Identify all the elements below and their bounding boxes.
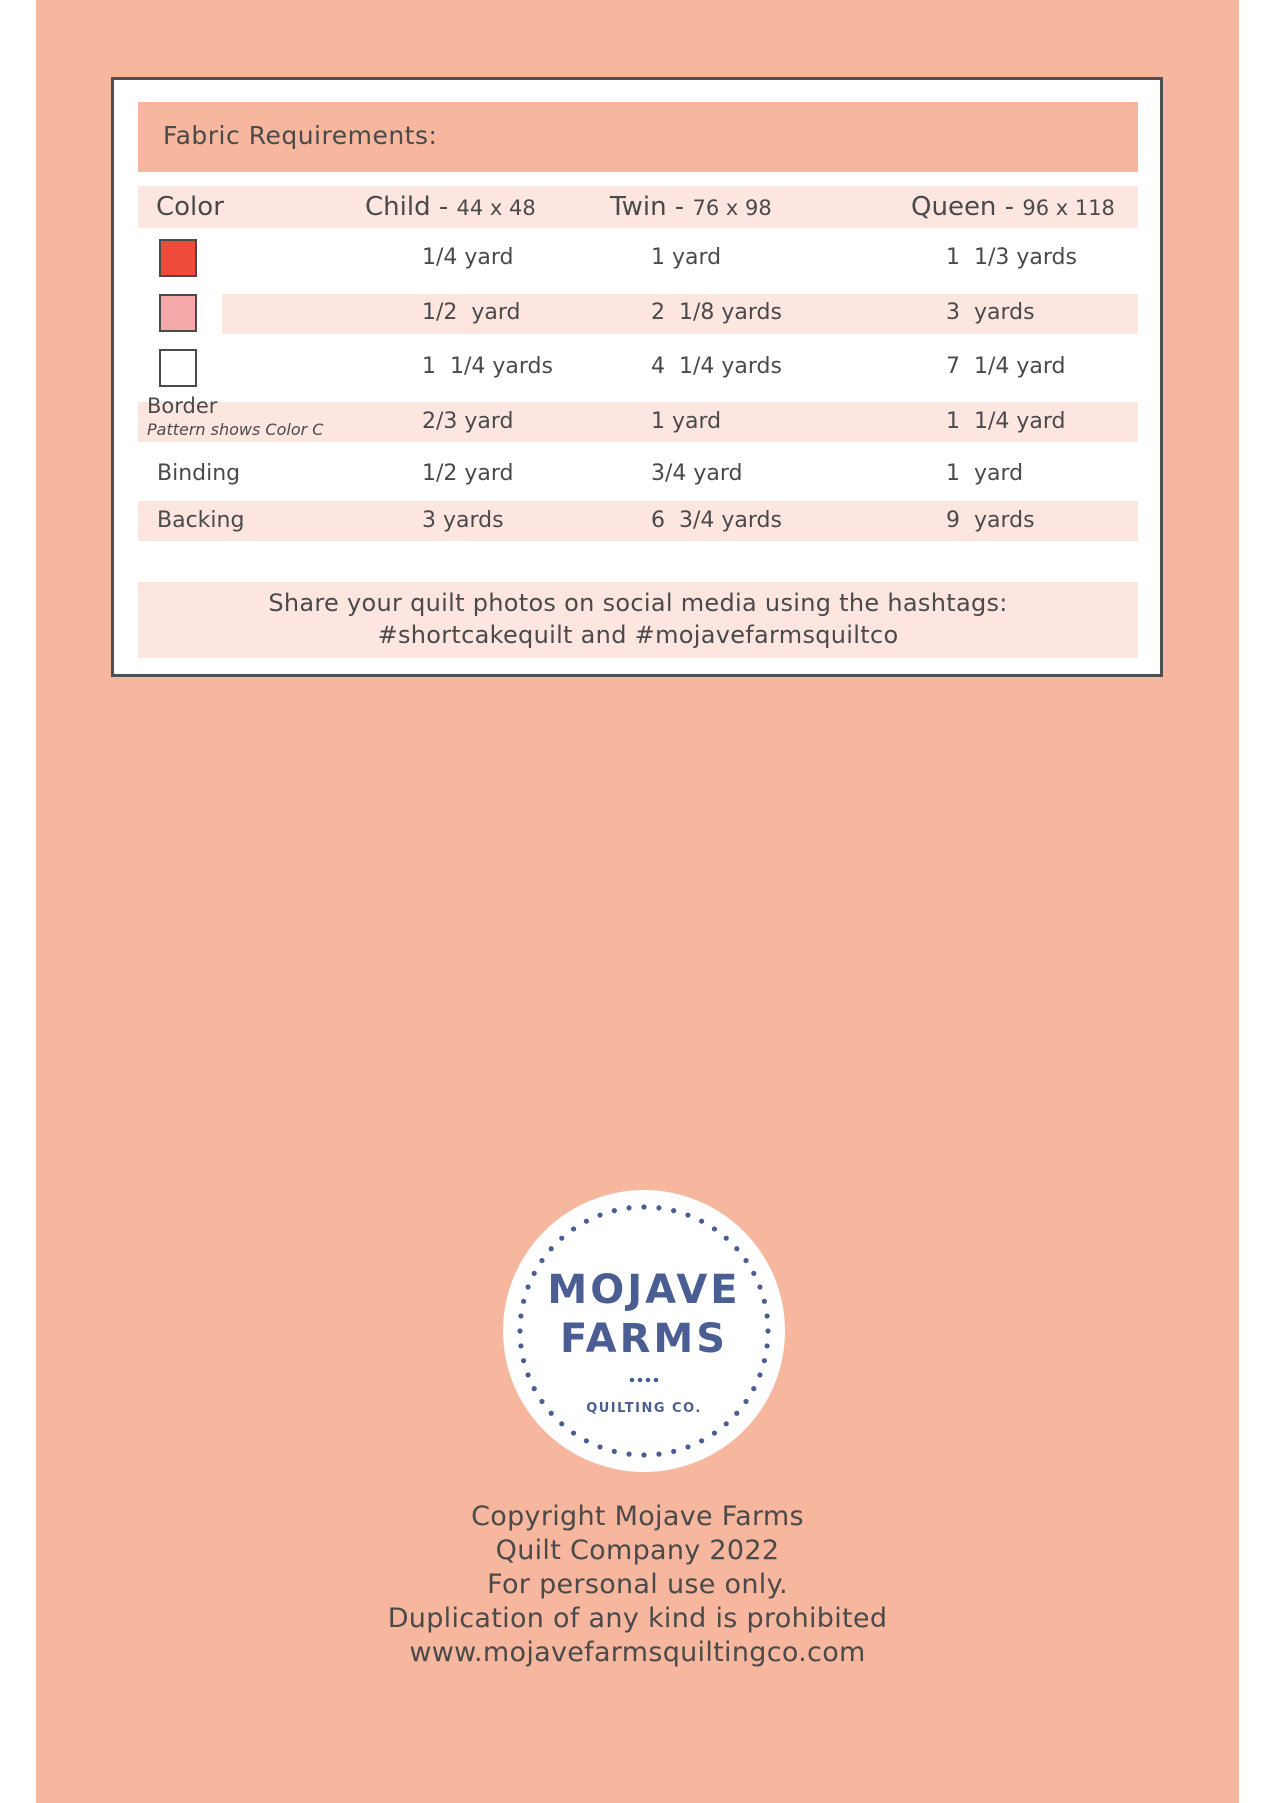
color-swatch-c [159,349,197,387]
row4-twin: 1 yard [651,409,722,434]
logo-line-1: MOJAVE [547,1267,741,1313]
logo-ring-dot [656,1452,661,1457]
header-twin-label: Twin - [610,192,693,222]
logo-ring-dot [762,1299,767,1304]
logo-ring-dot [549,1246,554,1251]
color-swatch-b [159,294,197,332]
copyright-block [36,1500,1239,1670]
row4-queen: 1 1/4 yard [946,409,1066,434]
logo-ring-dot [765,1328,770,1333]
row2-twin: 2 1/8 yards [651,300,782,325]
logo-ring-dot [765,1343,770,1348]
logo-svg [503,1190,785,1472]
logo-ring-dot [525,1372,530,1377]
logo-ring-dot [685,1444,690,1449]
logo-ring-dot [517,1328,522,1333]
logo-ring-dot [626,1205,631,1210]
row6-label: Backing [157,508,245,533]
logo-ring-dot [559,1236,564,1241]
logo-ring-dot [685,1212,690,1217]
logo-ring-dot [757,1284,762,1289]
header-queen-label: Queen - [911,192,1023,222]
logo-ring-dot [699,1219,704,1224]
row2-queen: 3 yards [946,300,1035,325]
fabric-requirements-card [111,77,1163,677]
row5-twin: 3/4 yard [651,461,743,486]
logo-ring-dot [532,1386,537,1391]
logo-ring-dot [525,1284,530,1289]
row4-child: 2/3 yard [422,409,514,434]
header-twin [610,192,772,222]
row3-twin: 4 1/4 yards [651,354,782,379]
logo-ring-dot [762,1358,767,1363]
table-title: Fabric Requirements: [163,121,438,150]
row1-child: 1/4 yard [422,245,514,270]
logo-ring-dot [597,1444,602,1449]
row1-twin: 1 yard [651,245,722,270]
share-line-2: #shortcakequilt and #mojavefarmsquiltco [377,621,899,649]
header-queen [911,192,1115,222]
row6-twin: 6 3/4 yards [651,508,782,533]
header-child-label: Child - [365,192,457,222]
logo-ring-dot [559,1421,564,1426]
logo-ring-dot [597,1212,602,1217]
logo-line-3: QUILTING CO. [586,1401,702,1416]
header-child [365,192,536,222]
logo-ring-dot [671,1449,676,1454]
title-band [138,102,1138,172]
logo-ring-dot [539,1399,544,1404]
row5-label: Binding [157,461,241,486]
row1-queen: 1 1/3 yards [946,245,1077,270]
logo-separator-dots [630,1378,659,1383]
row6-child: 3 yards [422,508,504,533]
logo-ring-dot [521,1299,526,1304]
logo-ring-dot [671,1208,676,1213]
header-child-size: 44 x 48 [456,196,536,220]
logo-ring-dot [532,1271,537,1276]
copyright-line-4: Duplication of any kind is prohibited [387,1603,888,1634]
row6-queen: 9 yards [946,508,1035,533]
logo-ring-dot [751,1271,756,1276]
logo-ring-dot [549,1411,554,1416]
copyright-line-2: Quilt Company 2022 [495,1535,780,1566]
logo-ring-dot [656,1205,661,1210]
logo-ring-dot [584,1438,589,1443]
logo-ring-dot [724,1421,729,1426]
share-banner [138,582,1138,658]
logo-ring-dot [712,1430,717,1435]
row4-label: Border [147,394,218,418]
header-color: Color [156,192,224,222]
row4-sublabel: Pattern shows Color C [147,420,324,439]
logo-ring-dot [612,1208,617,1213]
row5-queen: 1 yard [946,461,1024,486]
logo-ring-dot [641,1452,646,1457]
logo-ring-dot [612,1449,617,1454]
row2-child: 1/2 yard [422,300,521,325]
logo-ring-dot [571,1430,576,1435]
logo-ring-dot [641,1204,646,1209]
logo-ring-dot [743,1258,748,1263]
header-twin-size: 76 x 98 [692,196,772,220]
logo-ring-dot [734,1246,739,1251]
logo-ring-dot [571,1226,576,1231]
logo-ring-dot [518,1343,523,1348]
header-queen-size: 96 x 118 [1022,196,1115,220]
row3-queen: 7 1/4 yard [946,354,1066,379]
logo-ring-dot [743,1399,748,1404]
copyright-line-3: For personal use only. [487,1569,788,1600]
logo-ring-dot [765,1313,770,1318]
logo-ring-dot [521,1358,526,1363]
logo-ring-dot [626,1452,631,1457]
share-line-1: Share your quilt photos on social media using the hashtags: [268,589,1008,617]
logo-ring-dot [539,1258,544,1263]
logo-ring-dot [712,1226,717,1231]
logo-ring-dot [724,1236,729,1241]
logo-ring-dot [518,1313,523,1318]
logo-ring-dot [757,1372,762,1377]
row3-child: 1 1/4 yards [422,354,553,379]
logo-line-2: FARMS [559,1316,729,1362]
logo-ring-dot [734,1411,739,1416]
mojave-farms-logo [503,1190,785,1472]
logo-ring-dot [751,1386,756,1391]
copyright-line-5: www.mojavefarmsquiltingco.com [409,1637,866,1668]
logo-ring-dot [584,1219,589,1224]
copyright-line-1: Copyright Mojave Farms [471,1501,804,1532]
logo-ring-dot [699,1438,704,1443]
color-swatch-a [159,239,197,277]
row5-child: 1/2 yard [422,461,514,486]
